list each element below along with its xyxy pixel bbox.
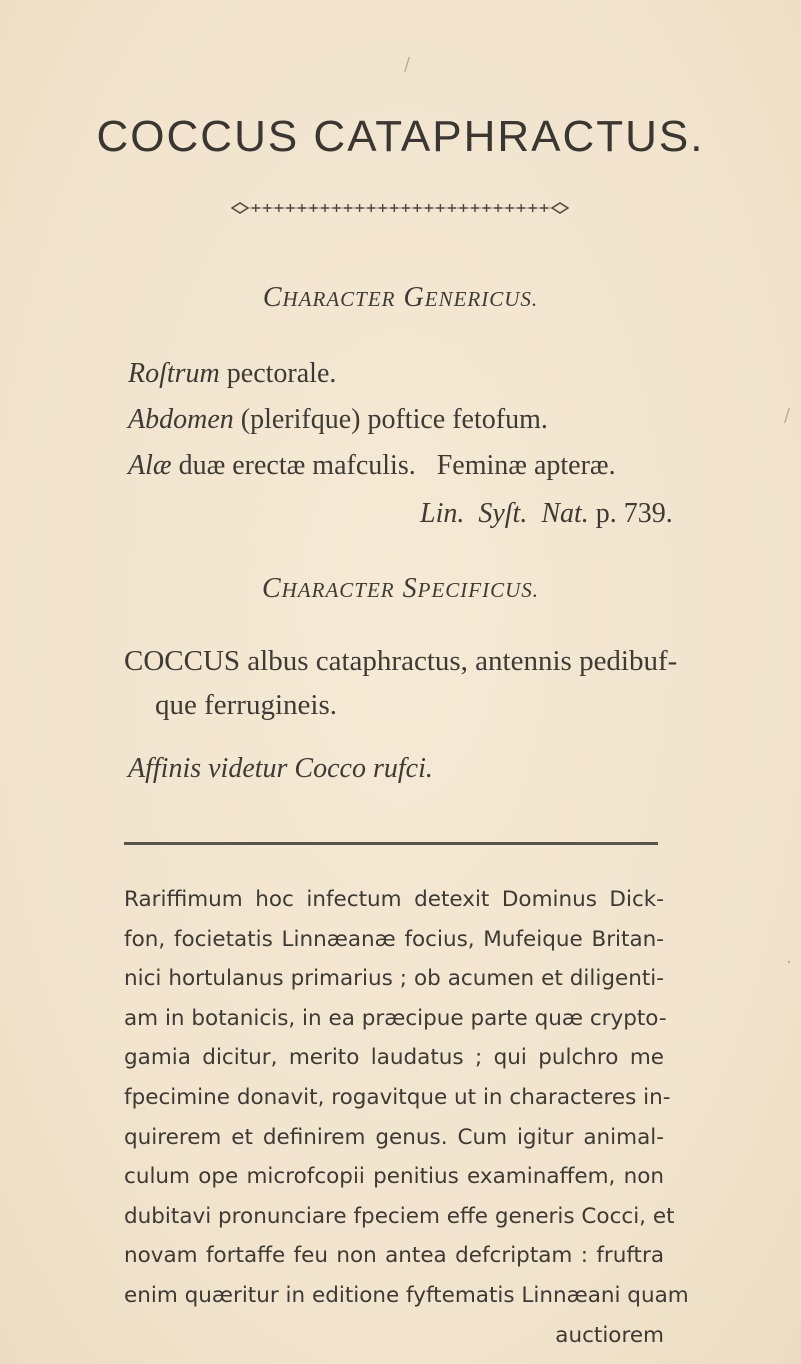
- term-text: duæ erectæ mafculis. Feminæ apteræ.: [171, 450, 616, 481]
- affinis-note: Affinis videtur Cocco rufci.: [128, 753, 433, 784]
- body-paragraph: [124, 880, 689, 1355]
- body-line: culum ope microfcopii penitius examinaffem, non: [124, 1164, 664, 1190]
- body-line: nici hortulanus primarius ; ob acumen et diligenti-: [124, 966, 664, 992]
- body-line: gamia dicitur, merito laudatus ; qui pulchro me: [124, 1045, 664, 1071]
- character-genericus-heading: [0, 282, 801, 314]
- heading-initial: C: [261, 573, 282, 604]
- specific-line-1: COCCUS albus cataphractus, antennis pedibuf-: [124, 645, 678, 677]
- body-line: novam fortaffe feu non antea defcriptam : fruftra: [124, 1243, 664, 1269]
- ornament-end: [232, 203, 248, 213]
- term-italic: Abdomen: [128, 404, 234, 435]
- generic-line-rostrum: [128, 357, 336, 391]
- body-line: quirerem et definirem genus. Cum igitur animal-: [124, 1124, 664, 1150]
- body-line: dubitavi pronunciare fpeciem effe generis Cocci, et: [124, 1203, 675, 1229]
- heading-word: PECIFICUS.: [417, 578, 540, 602]
- heading-word: HARACTER: [282, 287, 396, 311]
- generic-line-abdomen: [128, 403, 548, 437]
- body-line: enim quæritur in editione fyftematis Linnæani quam: [124, 1282, 689, 1308]
- section-rule: [124, 842, 658, 845]
- body-line: fpecimine donavit, rogavitque ut in characteres in-: [124, 1084, 671, 1110]
- ornament-divider: [230, 200, 570, 216]
- generic-line-alae: [128, 449, 616, 483]
- margin-mark: /: [404, 54, 411, 75]
- reference-italic: Lin. Syſt. Nat.: [420, 498, 589, 529]
- heading-initial: G: [403, 282, 425, 313]
- term-text: pectorale.: [219, 358, 337, 389]
- specific-line-2: que ferrugineis.: [155, 689, 337, 721]
- heading-initial: C: [262, 282, 283, 313]
- margin-mark: /: [784, 405, 791, 426]
- reference-page: p. 739.: [588, 498, 673, 529]
- term-italic: Alæ: [128, 450, 172, 481]
- body-line: am in botanicis, in ea præcipue parte quæ crypto-: [124, 1005, 667, 1031]
- margin-mark: ·: [786, 952, 792, 973]
- term-italic: Roſtrum: [128, 358, 220, 389]
- heading-initial: S: [402, 573, 418, 604]
- character-specificus-heading: [0, 573, 801, 605]
- body-line: Rariffimum hoc infectum detexit Dominus Dick-: [124, 887, 664, 912]
- page-title: COCCUS CATAPHRACTUS.: [96, 112, 705, 161]
- linnaeus-reference: [420, 498, 673, 530]
- ornament-end: [552, 203, 568, 213]
- body-line: fon, focietatis Linnæanæ focius, Mufeique Britan-: [124, 926, 664, 952]
- body-line: auctiorem: [555, 1322, 664, 1348]
- term-text: (plerifque) poftice fetofum.: [233, 404, 548, 435]
- heading-word: ENERICUS.: [424, 287, 539, 311]
- heading-word: HARACTER: [281, 578, 395, 602]
